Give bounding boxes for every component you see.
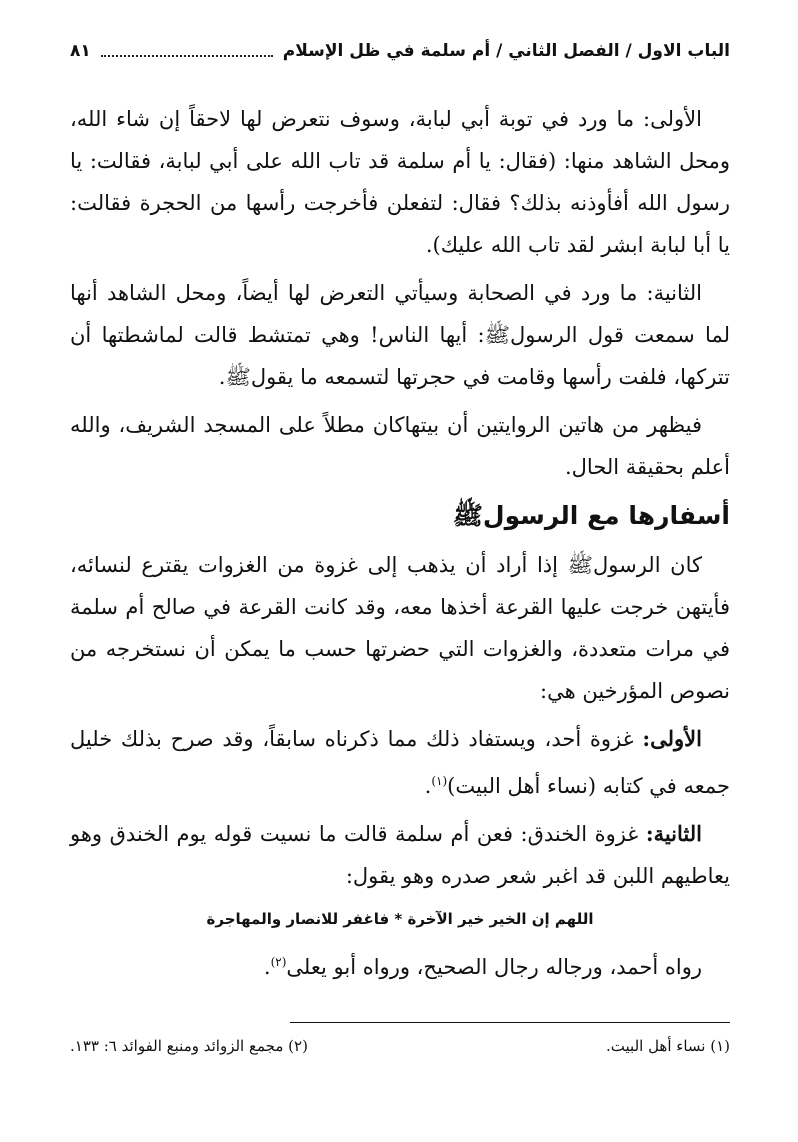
paragraph: الثانية: ما ورد في الصحابة وسيأتي التعرض لها أيضاً، ومحل الشاهد أنها لما سمعت قول الرسولﷺ: أيها الناس! وهي تمتشط قالت لماشطتها أن تتركها، فلفت رأسها وقامت في حجرتها لتسمعه ما يقولﷺ. (70, 281, 730, 389)
footnote-2: (٢) مجمع الزوائد ومنبع الفوائد ٦: ١٣٣. (70, 1037, 308, 1055)
paragraph-text: غزوة الخندق: فعن أم سلمة قالت ما نسيت قوله يوم الخندق وهو يعاطيهم اللبن قد اغبر شعر صدره وهو يقول: (70, 822, 730, 888)
book-page (70, 0, 730, 1142)
page-number: ٨١ (70, 41, 91, 61)
paragraph-end: . (424, 774, 432, 798)
leader-dots (101, 45, 273, 57)
footnotes (70, 1034, 730, 1058)
poetry-verse: اللهم إن الخير خير الآخرة * فاغفر للانصار والمهاجرة (206, 910, 594, 928)
paragraph (70, 813, 730, 897)
section-heading: أسفارها مع الرسولﷺ (452, 501, 730, 530)
paragraph (70, 941, 730, 988)
paragraph-text: غزوة أحد، ويستفاد ذلك مما ذكرناه سابقاً، وقد صرح بذلك خليل جمعه في كتابه (نساء أهل البيت) (70, 727, 730, 798)
paragraph-lead: الثانية: (645, 821, 702, 846)
paragraph-end: . (263, 955, 271, 979)
paragraph-lead: الأولى: (642, 726, 702, 751)
body-text (70, 98, 730, 994)
footnote-divider (290, 1022, 730, 1023)
paragraph (70, 718, 730, 807)
paragraph-text: رواه أحمد، ورجاله رجال الصحيح، ورواه أبو يعلى (286, 955, 702, 979)
footnote-ref: (٢) (270, 955, 287, 969)
paragraph: فيظهر من هاتين الروايتين أن بيتهاكان مطلاً على المسجد الشريف، والله أعلم بحقيقة الحال. (70, 413, 730, 479)
footnote-1: (١) نساء أهل البيت. (606, 1037, 730, 1055)
footnote-ref: (١) (431, 774, 448, 788)
paragraph: كان الرسولﷺ إذا أراد أن يذهب إلى غزوة من الغزوات يقترع لنسائه، فأيتهن خرجت عليها القرعة أخذها معه، وقد كانت القرعة في صالح أم سلمة في مرات متعددة، والغزوات التي حضرتها حسب ما يمكن أن نستخرجه من نصوص المؤرخين هي: (70, 553, 730, 703)
running-title: الباب الاول / الفصل الثاني / أم سلمة في ظل الإسلام (282, 41, 730, 61)
paragraph: الأولى: ما ورد في توبة أبي لبابة، وسوف نتعرض لها لاحقاً إن شاء الله، ومحل الشاهد منها: (فقال: يا أم سلمة قد تاب الله على أبي لبابة، فقالت: يا رسول الله أفأوذنه بذلك؟ فقال: لتفعلن فأخرجت رأسها من الحجرة فقالت: يا أبا لبابة ابشر لقد تاب الله عليك). (70, 107, 730, 257)
running-header (70, 36, 730, 66)
